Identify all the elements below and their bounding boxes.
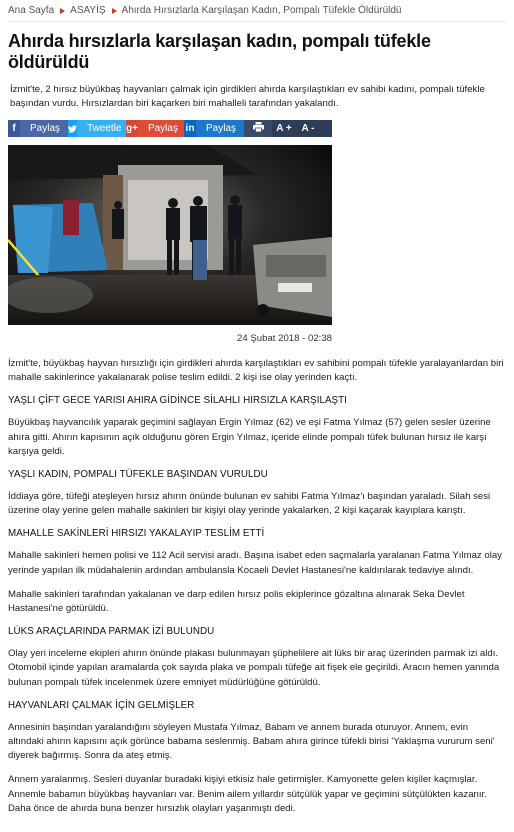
news-photo-image bbox=[8, 145, 332, 325]
font-decrease-button[interactable]: A - bbox=[296, 120, 320, 137]
article-paragraph: Annem yaralanmış. Sesleri duyanlar buradaki kişiyi etkisiz hale getirmişler. Kamyonette gelen kişiler kaçmışlar. Annemle babamın büyükbaş hayvanları var. Benim ailem yıllardır sütçülük yapar ve geçimini sütçülükten kazanır. Daha önce de ahırda buna benzer hırsızlık olayları yaşanmıştı dedi. bbox=[8, 774, 487, 814]
article-paragraph: Büyükbaş hayvancılık yaparak geçimini sağlayan Ergin Yılmaz (62) ve eşi Fatma Yılmaz (57) gelen sesler üzerine ahıra gitti. Ahırın kapısının açık olduğunu gören Ergin Yılmaz, içeride elinde pompalı tüfek bulunan hırsız ile karşı karşıya geldi. bbox=[8, 417, 491, 457]
article-body bbox=[8, 357, 506, 816]
twitter-icon bbox=[68, 120, 77, 137]
font-increase-button[interactable]: A + bbox=[272, 120, 296, 137]
linkedin-icon: in bbox=[184, 120, 196, 137]
article-paragraph: İddiaya göre, tüfeği ateşleyen hırsız ahırın önünde bulunan ev sahibi Fatma Yılmaz'ı başından yaraladı. Silah sesi üzerine olay yerine gelen mahalle sakinleri bir kişiyi olay yerinde yakalarken, 2 kişi kaçarak kayıplara karıştı. bbox=[8, 491, 491, 517]
section-heading: MAHALLE SAKİNLERİ HIRSIZI YAKALAYIP TESLİM ETTİ bbox=[8, 528, 265, 540]
article-paragraph: İzmit'te, büyükbaş hayvan hırsızlığı için girdikleri ahırda karşılaştıkları ev sahibini pompalı tüfekle yaralayanlardan biri mahalle sakinlerince yakalanarak polise teslim edildi. 2 kişi ise olay yerinden kaçtı. bbox=[8, 358, 504, 384]
facebook-share-label: Paylaş bbox=[29, 123, 60, 134]
linkedin-share-button[interactable] bbox=[184, 120, 244, 137]
print-button[interactable] bbox=[244, 120, 272, 137]
article-paragraph: Mahalle sakinleri hemen polisi ve 112 Acil servisi aradı. Başına isabet eden saçmalarla yaralanan Fatma Yılmaz olay yerinde yapılan ilk müdahalenin ardından ambulansla Kocaeli Devlet Hastanesi'ne kaldırılarak tedaviye alındı. bbox=[8, 550, 502, 576]
twitter-share-button[interactable] bbox=[68, 120, 126, 137]
article-paragraph: Mahalle sakinleri tarafından yakalanan ve darp edilen hırsız polis ekiplerince gözaltına alınarak Seka Devlet Hastanesi'ne götürüldü. bbox=[8, 588, 465, 615]
google-plus-share-label: Paylaş bbox=[147, 123, 178, 134]
article-paragraph: Annesinin başından yaralandığını söyleyen Mustafa Yılmaz, Babam ve annem burada oturuyor. Annem, evin altındaki ahırın kapısını açık görünce babama seslenmiş. Babam ahıra girince tüfekli birisi 'Yaklaşma vururum seni' diyerek bağırmış. Sonra da ateş etmiş. bbox=[8, 721, 495, 762]
breadcrumb-category[interactable]: ASAYİŞ bbox=[70, 5, 106, 16]
article-lead: İzmit'te, 2 hırsız büyükbaş hayvanları çalmak için girdikleri ahırda karşılaştıkları ev sahibi kadını, pompalı tüfekle başından vurdu. Hırsızlardan biri kaçarken biri mahalleli tarafından yakalandı. bbox=[10, 84, 485, 109]
share-bar bbox=[8, 120, 332, 137]
section-heading: YAŞLI ÇİFT GECE YARISI AHIRA GİDİNCE SİLAHLI HIRSIZLA KARŞILAŞTI bbox=[8, 395, 347, 407]
facebook-share-button[interactable] bbox=[8, 120, 68, 137]
section-heading: YAŞLI KADIN, POMPALI TÜFEKLE BAŞINDAN VURULDU bbox=[8, 469, 268, 481]
breadcrumb-home[interactable]: Ana Sayfa bbox=[8, 5, 55, 16]
google-plus-share-button[interactable] bbox=[126, 120, 184, 137]
linkedin-share-label: Paylaş bbox=[205, 123, 236, 134]
breadcrumb-arrow-icon bbox=[112, 8, 117, 14]
facebook-icon: f bbox=[8, 120, 20, 137]
section-heading: LÜKS ARAÇLARINDA PARMAK İZİ BULUNDU bbox=[8, 626, 215, 638]
article-photo bbox=[8, 145, 332, 325]
article-paragraph: Olay yeri inceleme ekipleri ahırın önünde plakası bulunmayan şüphelilere ait lüks bir araç üzerinden parmak izi aldı. Otomobil içinde yapılan aramalarda çok sayıda plaka ve pompalı tüfeğe ait fişek ele geçirildi. Aracın hemen yanında bulunan pompalı tüfek incelenmek üzere emniyet müdürlüğüne götürüldü. bbox=[8, 648, 500, 688]
article-title: Ahırda hırsızlarla karşılaşan kadın, pompalı tüfekle öldürüldü bbox=[8, 31, 431, 72]
article-date: 24 Şubat 2018 - 02:38 bbox=[237, 333, 332, 344]
print-icon bbox=[253, 122, 264, 135]
breadcrumb-current[interactable]: Ahırda Hırsızlarla Karşılaşan Kadın, Pompalı Tüfekle Öldürüldü bbox=[121, 5, 402, 16]
breadcrumb-arrow-icon bbox=[60, 8, 65, 14]
google-plus-icon: g+ bbox=[126, 120, 138, 137]
section-heading: HAYVANLARI ÇALMAK İÇİN GELMİŞLER bbox=[8, 699, 195, 711]
breadcrumb bbox=[8, 0, 506, 22]
twitter-share-label: Tweetle bbox=[87, 123, 122, 134]
